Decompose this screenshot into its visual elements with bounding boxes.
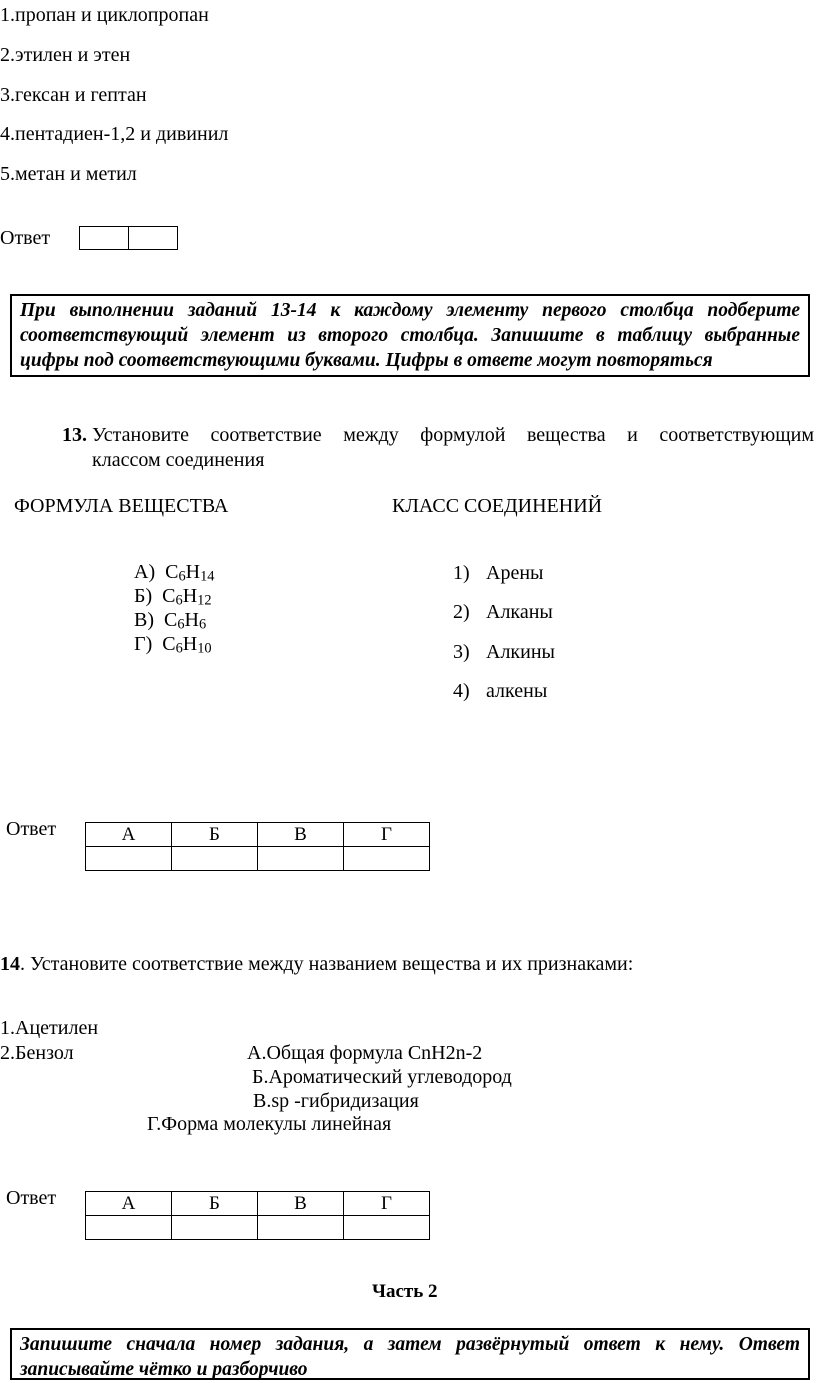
formula-g	[134, 632, 212, 656]
formula-v	[134, 608, 206, 632]
formula-v-h-sub: 6	[199, 616, 207, 633]
part2-title: Часть 2	[372, 1281, 438, 1302]
q14-text: . Установите соответствие между названием вещества и их признаками:	[20, 953, 634, 975]
instruction-line-3: цифры под соответствующими буквами. Цифры в ответе могут повторяться	[20, 350, 713, 371]
table14-answer-v[interactable]	[258, 1216, 344, 1240]
formula-a-h: H	[185, 561, 201, 583]
class-3-name: Алкины	[486, 641, 555, 663]
q13-number: 13.	[62, 424, 87, 446]
answer-table-13	[85, 822, 430, 871]
feature-b: Б.Ароматический углеводород	[252, 1066, 512, 1088]
table13-header-v: В	[258, 823, 344, 847]
answer-label-14: Ответ	[6, 1187, 57, 1209]
table14-header-b: Б	[172, 1192, 258, 1216]
part2-instruction-box	[10, 1328, 810, 1380]
formula-b-h: H	[182, 585, 198, 607]
table14-answer-b[interactable]	[172, 1216, 258, 1240]
formula-v-c: C	[164, 609, 178, 631]
answer-box-12	[79, 226, 178, 250]
instruction-line-2: соответствующий элемент из второго столбца. Запишите в таблицу выбранные	[20, 325, 800, 346]
answer-label-12: Ответ	[0, 227, 51, 249]
formula-v-label: В)	[134, 609, 154, 631]
answer-label-13: Ответ	[6, 818, 57, 840]
formula-a	[134, 560, 215, 584]
table13-answer-g[interactable]	[344, 847, 430, 871]
formula-a-label: А)	[134, 561, 156, 583]
instruction-line-1: При выполнении заданий 13-14 к каждому элементу первого столбца подберите	[20, 300, 800, 321]
formula-a-h-sub: 14	[200, 568, 215, 585]
feature-a: А.Общая формула CnH2n-2	[247, 1042, 483, 1064]
option-5: 5.метан и метил	[0, 163, 137, 185]
class-4-name: алкены	[486, 680, 548, 702]
formula-a-c: C	[165, 561, 179, 583]
formula-b-c-sub: 6	[175, 592, 183, 609]
feature-g: Г.Форма молекулы линейная	[147, 1113, 392, 1135]
formula-v-h: H	[184, 609, 199, 631]
formula-g-c-sub: 6	[175, 640, 183, 657]
table13-header-b: Б	[172, 823, 258, 847]
table13-answer-a[interactable]	[86, 847, 172, 871]
feature-v: В.sp -гибридизация	[253, 1090, 419, 1112]
answer-cell-12-1[interactable]	[80, 227, 129, 250]
instruction-box-13-14	[10, 294, 810, 377]
class-4-num: 4)	[453, 680, 470, 702]
substance-2: 2.Бензол	[0, 1042, 74, 1064]
class-1-name: Арены	[486, 562, 544, 584]
q13-text-line1: Установите соответствие между формулой вещества и соответствующим	[92, 424, 814, 446]
q14-question	[0, 952, 633, 976]
table14-header-g: Г	[344, 1192, 430, 1216]
class-2-num: 2)	[453, 601, 470, 623]
formula-b	[134, 584, 212, 608]
class-1-num: 1)	[453, 562, 470, 584]
table13-answer-v[interactable]	[258, 847, 344, 871]
part2-instruction-line1: Запишите сначала номер задания, а затем развёрнутый ответ к нему. Ответ	[20, 1334, 800, 1355]
table14-answer-g[interactable]	[344, 1216, 430, 1240]
table13-header-a: А	[86, 823, 172, 847]
table13-header-g: Г	[344, 823, 430, 847]
formula-g-label: Г)	[134, 633, 153, 655]
formula-v-c-sub: 6	[177, 616, 185, 633]
option-3: 3.гексан и гептан	[0, 84, 147, 106]
table13-answer-b[interactable]	[172, 847, 258, 871]
answer-table-14	[85, 1191, 430, 1240]
q13-text-line2: классом соединения	[92, 449, 265, 471]
table14-answer-a[interactable]	[86, 1216, 172, 1240]
table14-header-v: В	[258, 1192, 344, 1216]
table14-header-a: А	[86, 1192, 172, 1216]
col2-header: КЛАСС СОЕДИНЕНИЙ	[392, 495, 603, 517]
option-4: 4.пентадиен-1,2 и дивинил	[0, 123, 229, 145]
part2-instruction-line2: записывайте чётко и разборчиво	[20, 1359, 308, 1380]
formula-b-h-sub: 12	[197, 592, 212, 609]
col1-header: ФОРМУЛА ВЕЩЕСТВА	[14, 495, 229, 517]
formula-a-c-sub: 6	[178, 568, 186, 585]
option-1: 1.пропан и циклопропан	[0, 4, 209, 26]
formula-b-c: C	[162, 585, 176, 607]
formula-b-label: Б)	[134, 585, 153, 607]
q14-number: 14	[0, 953, 20, 975]
class-2-name: Алканы	[486, 601, 553, 623]
answer-cell-12-2[interactable]	[129, 227, 178, 250]
formula-g-c: C	[162, 633, 176, 655]
formula-g-h-sub: 10	[197, 640, 212, 657]
formula-g-h: H	[182, 633, 198, 655]
substance-1: 1.Ацетилен	[0, 1017, 99, 1039]
class-3-num: 3)	[453, 641, 470, 663]
option-2: 2.этилен и этен	[0, 44, 131, 66]
